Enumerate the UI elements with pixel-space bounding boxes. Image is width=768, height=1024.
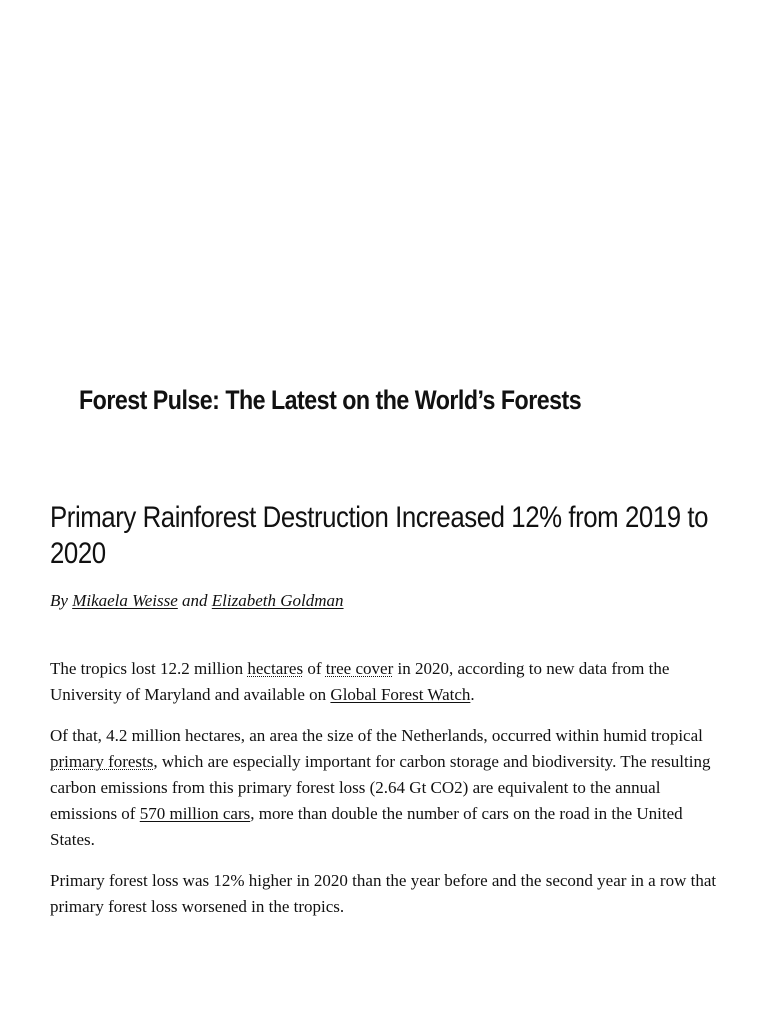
paragraph-text: The tropics lost 12.2 million: [50, 659, 248, 678]
hero-image-area: [0, 0, 768, 360]
series-title: Forest Pulse: The Latest on the World’s Forests: [79, 385, 582, 415]
paragraph-text: of: [303, 659, 326, 678]
paragraph-text: .: [470, 685, 475, 704]
paragraph-text: in 2020, according to new data from the University of Maryland and available on: [50, 659, 670, 704]
paragraph-2: [50, 723, 718, 853]
paragraph-text: Primary forest loss was 12% higher in 2020 than the year before and the second year in a row that primary forest loss worsened in the tropics.: [50, 871, 717, 916]
glossary-link-primary-forests[interactable]: primary forests: [50, 752, 154, 771]
glossary-link-tree-cover[interactable]: tree cover: [325, 659, 394, 678]
link-global-forest-watch[interactable]: Global Forest Watch: [330, 685, 471, 704]
paragraph-3: [50, 868, 718, 920]
article-body: [50, 656, 718, 935]
byline-joiner: and: [182, 591, 208, 610]
byline: [50, 589, 344, 613]
link-570-million-cars[interactable]: 570 million cars: [139, 804, 251, 823]
paragraph-text: , which are especially important for carbon storage and biodiversity. The resulting carbon emissions from this primary forest loss (2.64 Gt CO2) are equivalent to the annual emissions of: [50, 752, 711, 823]
article-headline: Primary Rainforest Destruction Increased 12% from 2019 to 2020: [50, 501, 709, 570]
author-link-elizabeth-goldman[interactable]: Elizabeth Goldman: [211, 591, 344, 610]
author-link-mikaela-weisse[interactable]: Mikaela Weisse: [72, 591, 178, 610]
paragraph-1: [50, 656, 718, 708]
paragraph-text: , more than double the number of cars on the road in the United States.: [50, 804, 683, 849]
paragraph-text: Of that, 4.2 million hectares, an area the size of the Netherlands, occurred within humid tropical: [50, 726, 703, 745]
byline-prefix: By: [50, 591, 68, 610]
glossary-link-hectares[interactable]: hectares: [247, 659, 304, 678]
